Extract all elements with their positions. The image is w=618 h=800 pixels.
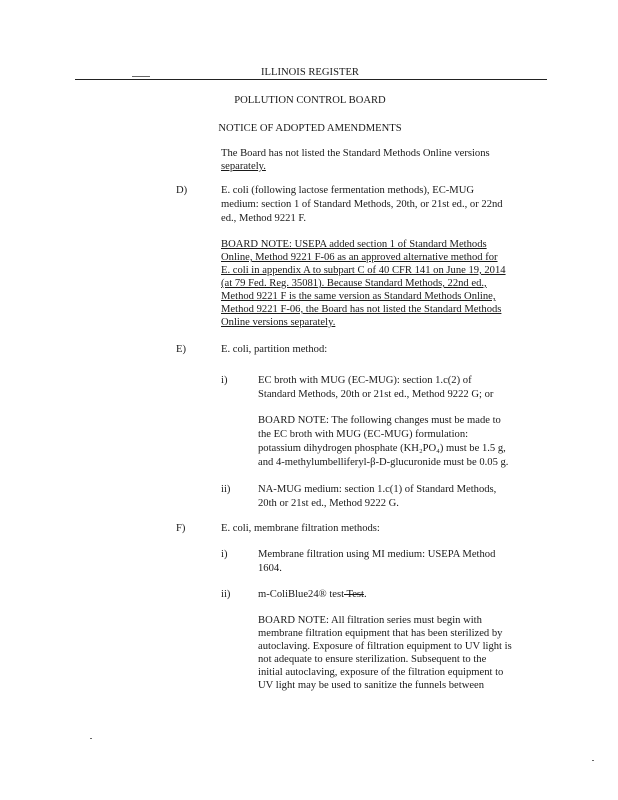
item-e-title: E. coli, partition method: xyxy=(221,344,328,355)
item-f-ii-line xyxy=(258,588,367,601)
item-f-ii-struck: Test xyxy=(344,589,364,600)
item-e-i-line-2: Standard Methods, 20th or 21st ed., Method 9222 G; or xyxy=(258,389,494,400)
item-f-note-5: initial autoclaving, exposure of the filtration equipment to xyxy=(258,667,504,678)
item-e-note-1: BOARD NOTE: The following changes must be made to xyxy=(258,415,501,426)
item-d-note-3: E. coli in appendix A to subpart C of 40 CFR 141 on June 19, 2014 xyxy=(221,265,506,276)
board-title: POLLUTION CONTROL BOARD xyxy=(234,95,386,106)
item-e-ii-line-1: NA-MUG medium: section 1.c(1) of Standard Methods, xyxy=(258,484,497,495)
item-d-line-2: medium: section 1 of Standard Methods, 20th, or 21st ed., or 22nd xyxy=(221,199,503,210)
item-d-note-6: Method 9221 F-06, the Board has not listed the Standard Methods xyxy=(221,304,502,315)
item-e-ii-marker: ii) xyxy=(221,484,231,495)
item-e-i-line-1: EC broth with MUG (EC-MUG): section 1.c(2) of xyxy=(258,375,472,386)
item-f-i-line-1: Membrane filtration using MI medium: USEPA Method xyxy=(258,549,496,560)
item-f-note-2: membrane filtration equipment that has been sterilized by xyxy=(258,628,503,639)
item-e-note-4: and 4-methylumbelliferyl-β-D-glucuronide must be 0.05 g. xyxy=(258,457,509,468)
item-d-marker: D) xyxy=(176,185,188,196)
item-f-i-line-2: 1604. xyxy=(258,563,282,574)
item-e-note-3: potassium dihydrogen phosphate (KH₂PO₄) must be 1.5 g, xyxy=(258,443,506,454)
item-f-title: E. coli, membrane filtration methods: xyxy=(221,523,380,534)
scan-mark xyxy=(132,76,150,77)
item-f-note-6: UV light may be used to sanitize the funnels between xyxy=(258,680,485,691)
item-d-line-1: E. coli (following lactose fermentation methods), EC-MUG xyxy=(221,185,475,196)
item-f-note-1: BOARD NOTE: All filtration series must begin with xyxy=(258,615,482,626)
item-f-ii-end: . xyxy=(364,589,367,600)
item-f-marker: F) xyxy=(176,523,186,534)
item-d-note-7: Online versions separately. xyxy=(221,317,336,328)
header-rule xyxy=(75,79,547,80)
scan-mark xyxy=(592,760,594,761)
item-f-ii-marker: ii) xyxy=(221,589,231,600)
item-f-note-4: not adequate to ensure sterilization. Subsequent to the xyxy=(258,654,487,665)
item-d-note-2: Online, Method 9221 F-06 as an approved alternative method for xyxy=(221,252,498,263)
register-title: ILLINOIS REGISTER xyxy=(261,67,359,78)
item-e-ii-line-2: 20th or 21st ed., Method 9222 G. xyxy=(258,498,399,509)
item-d-note-4: (at 79 Fed. Reg. 35081). Because Standard Methods, 22nd ed., xyxy=(221,278,487,289)
item-f-note-3: autoclaving. Exposure of filtration equipment to UV light is xyxy=(258,641,512,652)
item-e-note-2: the EC broth with MUG (EC-MUG) formulation: xyxy=(258,429,469,440)
intro-line-2: separately. xyxy=(221,161,266,172)
item-d-line-3: ed., Method 9221 F. xyxy=(221,213,307,224)
intro-line-1 xyxy=(221,147,490,160)
item-f-i-marker: i) xyxy=(221,549,228,560)
item-e-i-marker: i) xyxy=(221,375,228,386)
item-e-marker: E) xyxy=(176,344,186,355)
scan-mark xyxy=(90,738,92,739)
notice-title: NOTICE OF ADOPTED AMENDMENTS xyxy=(218,123,402,134)
item-d-note-5: Method 9221 F is the same version as Standard Methods Online, xyxy=(221,291,496,302)
item-f-ii-text: m-ColiBlue24® test xyxy=(258,589,345,600)
item-d-note-1: BOARD NOTE: USEPA added section 1 of Standard Methods xyxy=(221,239,487,250)
intro-text-1: The Board has not listed the Standard Methods Online versions xyxy=(221,148,490,159)
